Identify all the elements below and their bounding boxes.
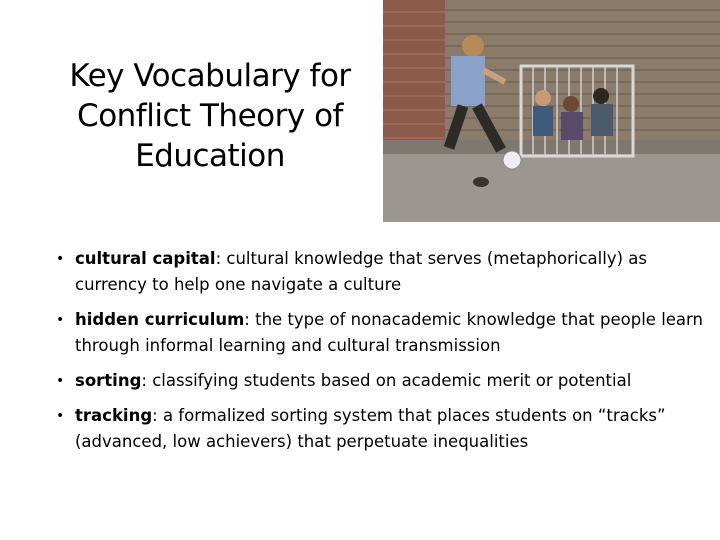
vocab-definition: : classifying students based on academic merit or potential xyxy=(141,371,632,390)
vocab-term: sorting xyxy=(75,371,142,390)
list-item xyxy=(56,368,706,394)
bullet-marker: • xyxy=(56,312,65,328)
list-item xyxy=(56,403,706,455)
vocab-definition: : the type of nonacademic knowledge that people learn through informal learning and cultural transmission xyxy=(75,310,703,355)
vocab-definition: : a formalized sorting system that places students on “tracks” (advanced, low achievers) that perpetuate inequalities xyxy=(75,406,666,451)
vocabulary-list xyxy=(56,246,706,464)
schoolyard-photo xyxy=(383,0,720,222)
bullet-marker: • xyxy=(56,251,65,267)
slide-title xyxy=(40,56,380,176)
vocab-term: cultural capital xyxy=(75,249,216,268)
schoolyard-photo-drawing xyxy=(383,0,720,222)
list-item xyxy=(56,246,706,298)
title-line-1: Key Vocabulary for xyxy=(69,58,351,94)
title-line-3: Education xyxy=(135,138,285,174)
vocab-term: hidden curriculum xyxy=(75,310,245,329)
bullet-marker: • xyxy=(56,373,65,389)
title-line-2: Conflict Theory of xyxy=(77,98,343,134)
bullet-marker: • xyxy=(56,408,65,424)
list-item xyxy=(56,307,706,359)
vocab-term: tracking xyxy=(75,406,153,425)
vocab-definition: : cultural knowledge that serves (metaphorically) as currency to help one navigate a culture xyxy=(75,249,647,294)
